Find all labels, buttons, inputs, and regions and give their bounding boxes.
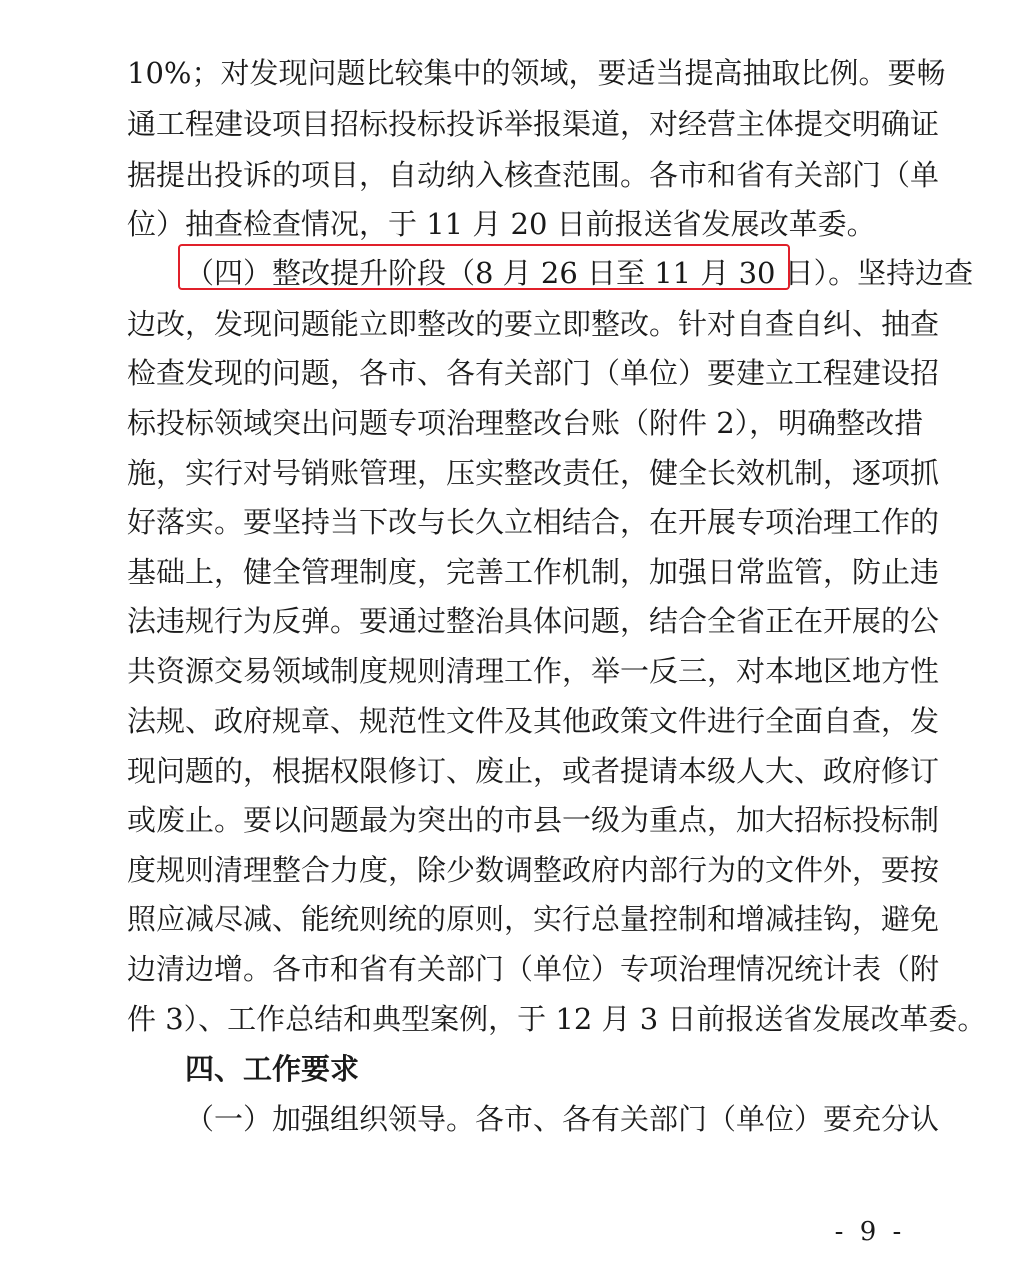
text-line: 法违规行为反弹。要通过整治具体问题，结合全省正在开展的公 bbox=[127, 604, 940, 638]
text-line: 件 3）、工作总结和典型案例，于 12 月 3 日前报送省发展改革委。 bbox=[127, 1002, 987, 1036]
page-number: - 9 - bbox=[834, 1217, 906, 1247]
text-line: 10%；对发现问题比较集中的领域，要适当提高抽取比例。要畅 bbox=[127, 56, 946, 90]
text-line: 边清边增。各市和省有关部门（单位）专项治理情况统计表（附 bbox=[127, 952, 940, 986]
text-line: 通工程建设项目招标投标投诉举报渠道，对经营主体提交明确证 bbox=[127, 107, 940, 141]
section-title: 四、工作要求 bbox=[185, 1052, 360, 1086]
text-line: 好落实。要坚持当下改与长久立相结合，在开展专项治理工作的 bbox=[127, 505, 940, 539]
text-line: 共资源交易领域制度规则清理工作，举一反三，对本地区地方性 bbox=[127, 654, 940, 688]
text-line: 度规则清理整合力度，除少数调整政府内部行为的文件外，要按 bbox=[127, 853, 940, 887]
text-line: 基础上，健全管理制度，完善工作机制，加强日常监管，防止违 bbox=[127, 555, 940, 589]
text-line: 标投标领域突出问题专项治理整改台账（附件 2），明确整改措 bbox=[127, 406, 924, 440]
text-line: 据提出投诉的项目，自动纳入核查范围。各市和省有关部门（单 bbox=[127, 158, 940, 192]
text-line: （一）加强组织领导。各市、各有关部门（单位）要充分认 bbox=[185, 1102, 940, 1136]
text-line: 法规、政府规章、规范性文件及其他政策文件进行全面自查，发 bbox=[127, 704, 940, 738]
text-line: 照应减尽减、能统则统的原则，实行总量控制和增减挂钩，避免 bbox=[127, 902, 940, 936]
text-line: 位）抽查检查情况，于 11 月 20 日前报送省发展改革委。 bbox=[127, 207, 876, 241]
text-line: 边改，发现问题能立即整改的要立即整改。针对自查自纠、抽查 bbox=[127, 307, 940, 341]
text-line: 或废止。要以问题最为突出的市县一级为重点，加大招标投标制 bbox=[127, 803, 940, 837]
section-heading-line: （四）整改提升阶段（8 月 26 日至 11 月 30 日）。坚持边查 bbox=[185, 256, 974, 290]
text-line: 现问题的，根据权限修订、废止，或者提请本级人大、政府修订 bbox=[127, 754, 940, 788]
text-line: 施，实行对号销账管理，压实整改责任，健全长效机制，逐项抓 bbox=[127, 456, 940, 490]
text-line: 检查发现的问题，各市、各有关部门（单位）要建立工程建设招 bbox=[127, 356, 940, 390]
